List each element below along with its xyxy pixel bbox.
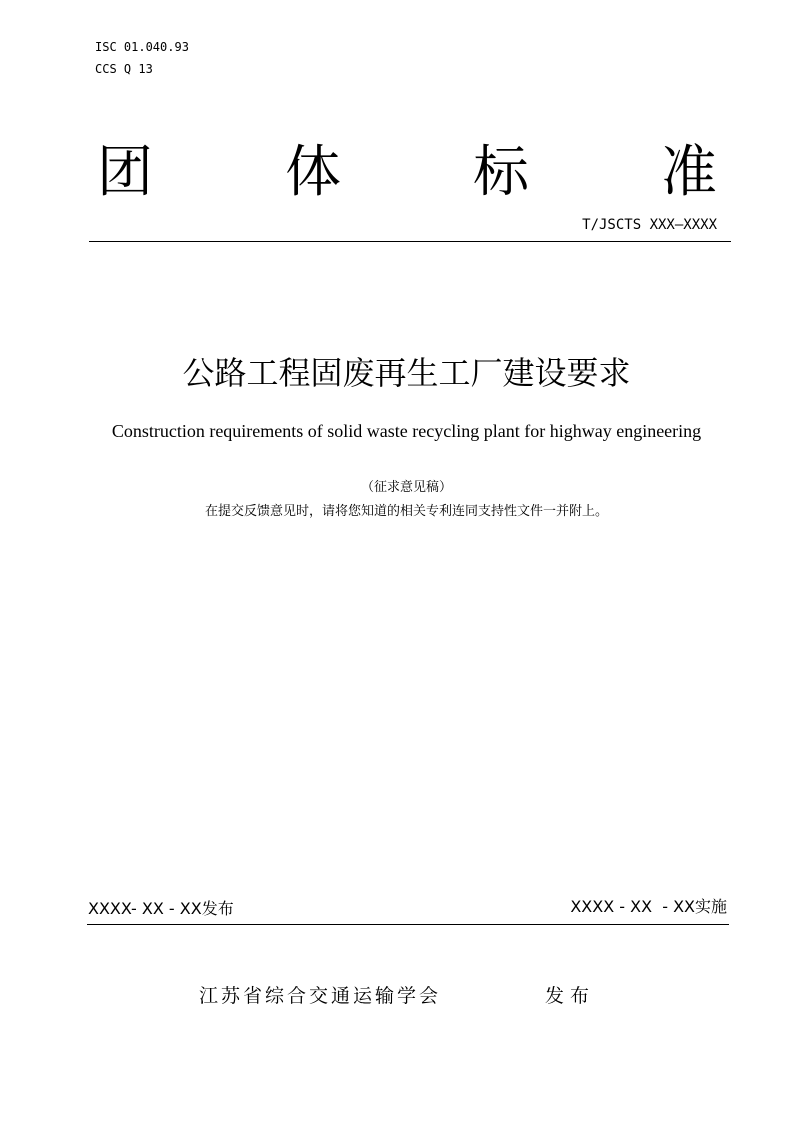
header-char-3: 标 xyxy=(473,140,529,205)
title-en: Construction requirements of solid waste recycling plant for highway engineering xyxy=(111,421,702,441)
header-char-2: 体 xyxy=(285,140,341,205)
implement-date: XXXX - XX - XX实施 xyxy=(570,897,727,916)
header-divider xyxy=(89,241,731,242)
header-char-1: 团 xyxy=(97,140,153,205)
draft-label: （征求意见稿） xyxy=(360,480,452,495)
publisher-org: 江苏省综合交通运输学会 xyxy=(199,985,442,1007)
header-char-4: 准 xyxy=(661,140,717,205)
publish-date: XXXX- XX - XX发布 xyxy=(88,899,234,918)
isc-code: ISC 01.040.93 xyxy=(95,40,189,54)
patent-notice: 在提交反馈意见时，请将您知道的相关专利连同支持性文件一并附上。 xyxy=(204,504,608,519)
ccs-code: CCS Q 13 xyxy=(95,62,153,76)
publish-action: 发 布 xyxy=(545,985,590,1007)
footer-divider xyxy=(87,924,729,925)
standard-code: T/JSCTS XXX—XXXX xyxy=(582,217,717,233)
title-zh: 公路工程固废再生工厂建设要求 xyxy=(182,354,631,392)
